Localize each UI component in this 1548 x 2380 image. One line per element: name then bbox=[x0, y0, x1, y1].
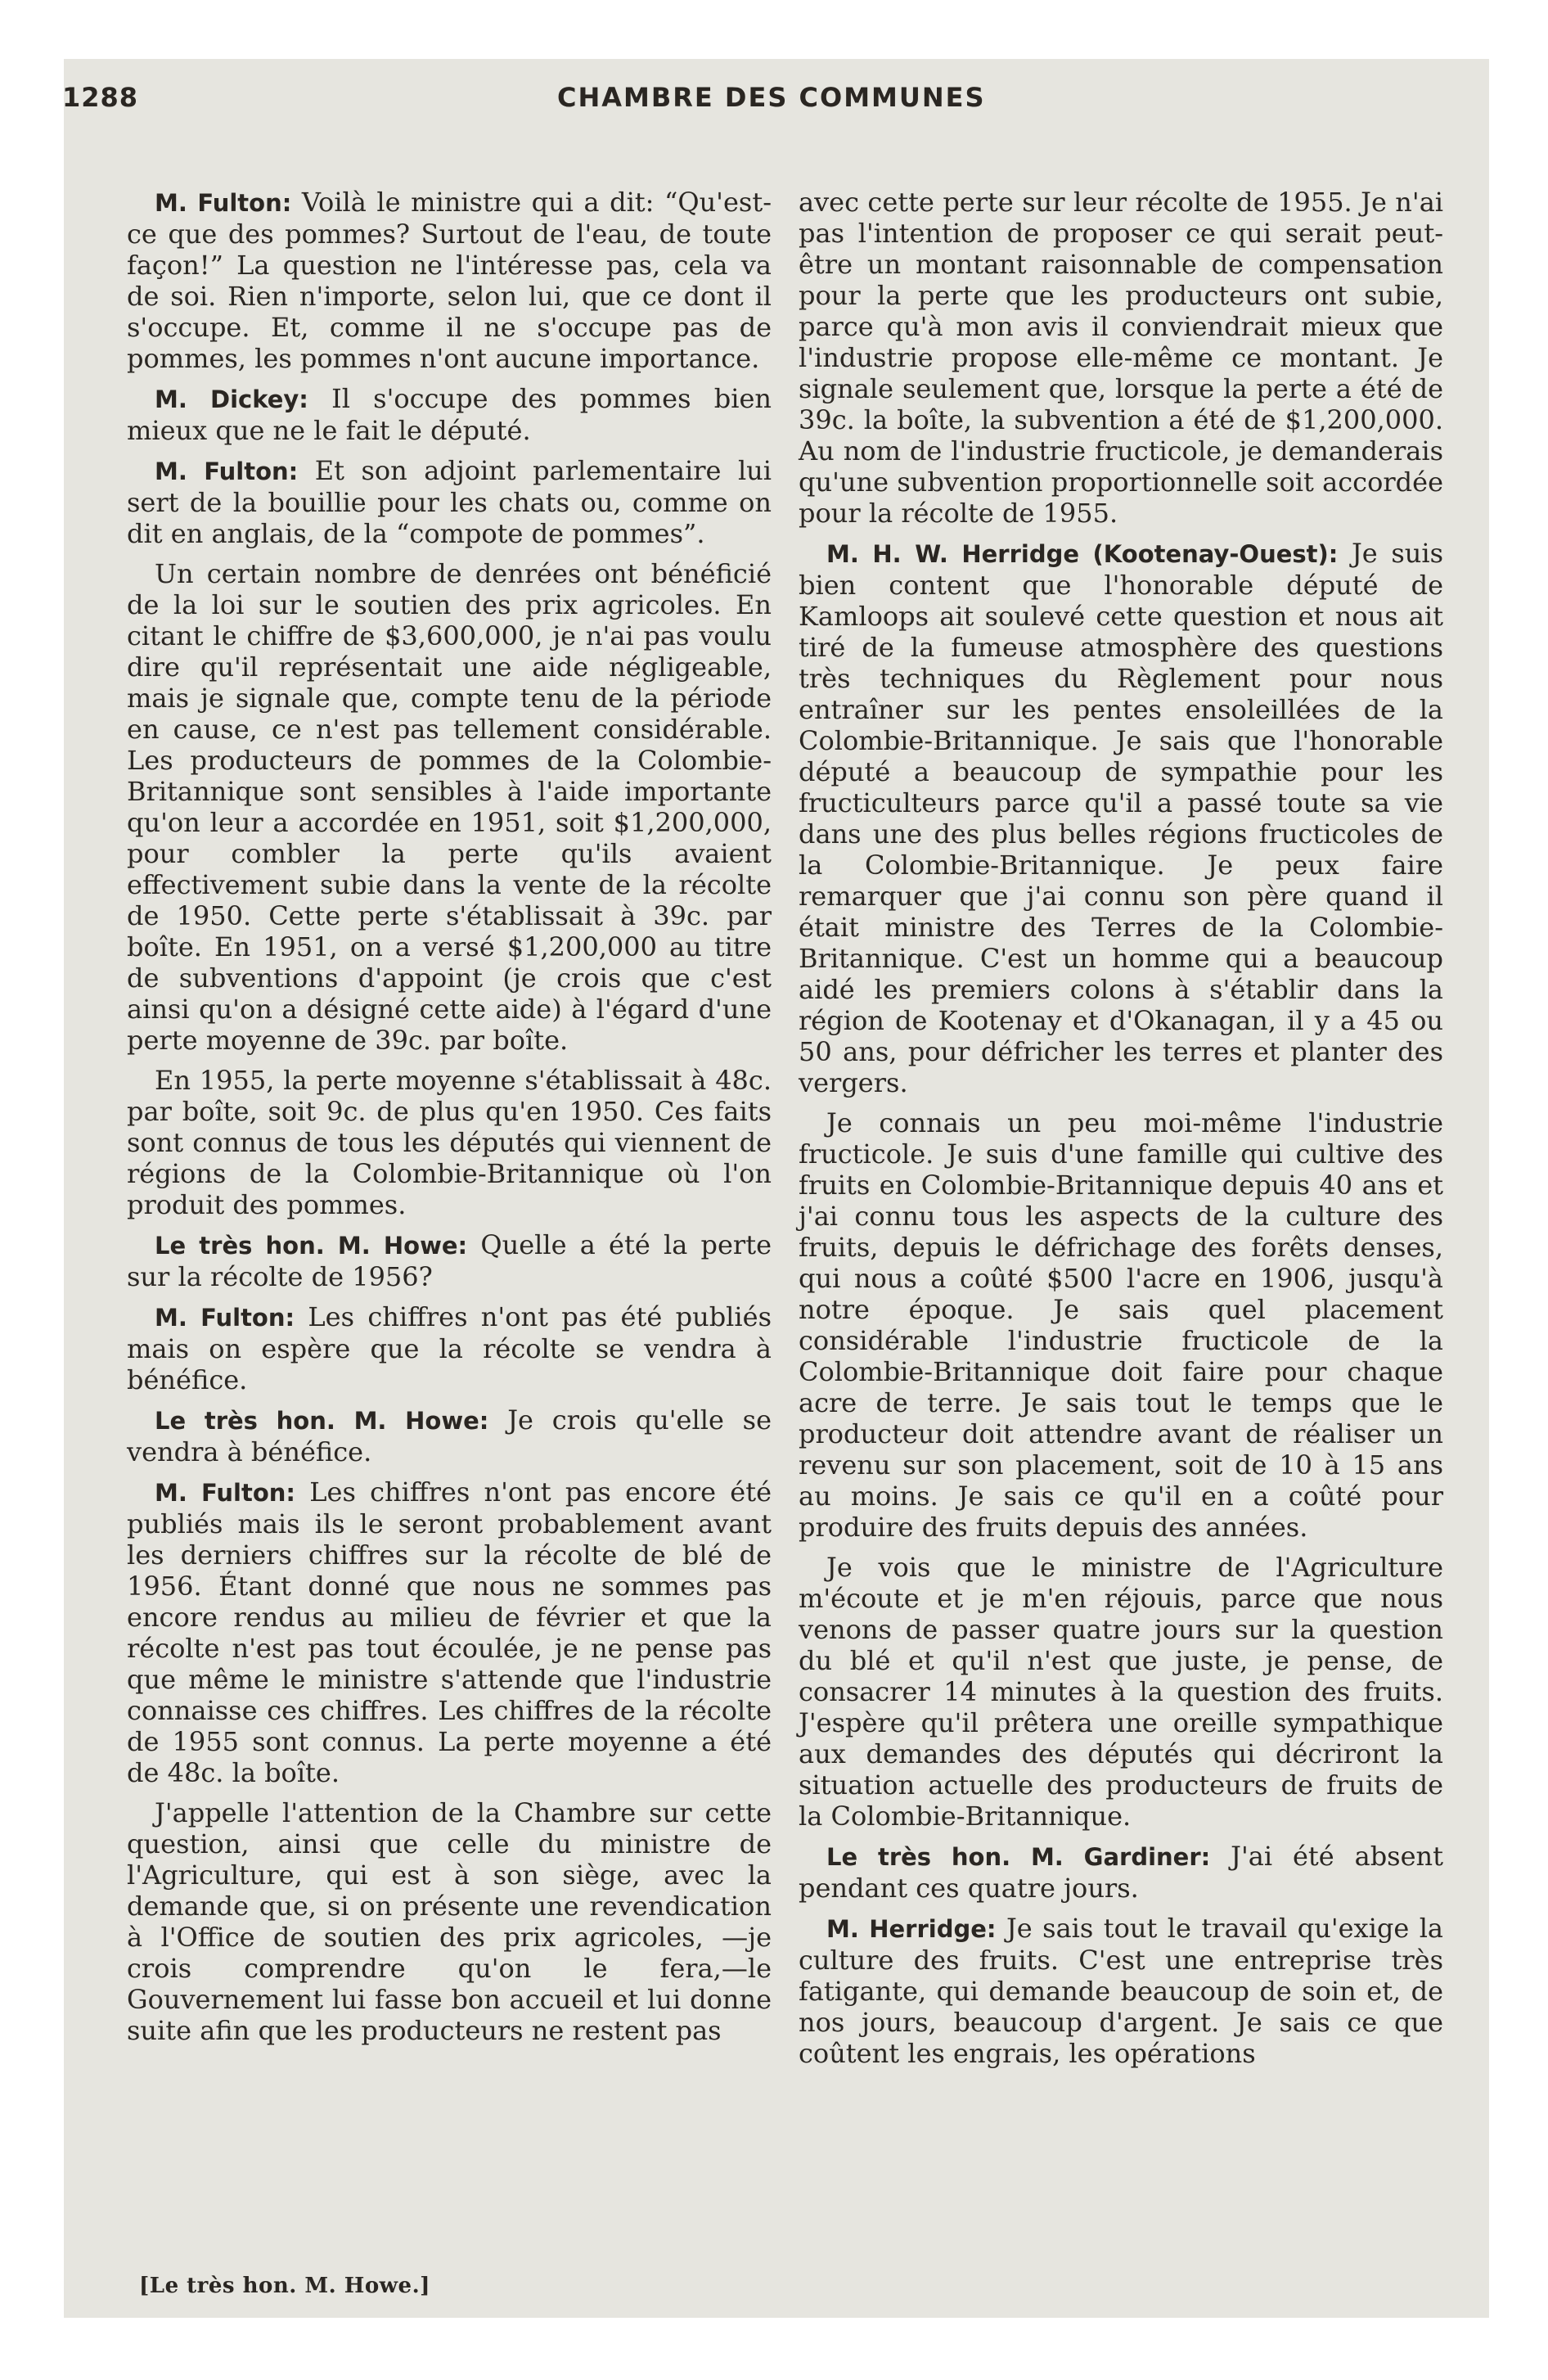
paragraph bbox=[799, 1913, 1443, 2069]
paragraph-text: Je connais un peu moi-même l'industrie fructicole. Je suis d'une famille qui cultive des fruits en Colombie-Britannique depuis 40 ans et j'ai connu tous les aspects de la culture des fruits, depuis le défrichage des forêts denses, qui nous a coûté $500 l'acre en 1906, jusqu'à notre époque. Je sais quel placement considérable l'industrie fructicole de la Colombie-Britannique doit faire pour chaque acre de terre. Je sais tout le temps que le producteur doit attendre avant de réaliser un revenu sur son placement, soit de 10 à 15 ans au moins. Je sais ce qu'il en a coûté pour produire des fruits depuis des années. bbox=[799, 1107, 1443, 1543]
speaker-name: Le très hon. M. Howe: bbox=[155, 1232, 468, 1260]
paragraph-text: avec cette perte sur leur récolte de 1955. Je n'ai pas l'intention de proposer ce qui serait peut-être un montant raisonnable de compensation pour la perte que les producteurs ont subie, parce qu'à mon avis il conviendrait mieux que l'industrie propose elle-même ce montant. Je signale seulement que, lorsque la perte a été de 39c. la boîte, la subvention a été de $1,200,000. Au nom de l'industrie fructicole, je demanderais qu'une subvention proportionnelle soit accordée pour la récolte de 1955. bbox=[799, 187, 1443, 529]
paragraph bbox=[127, 1476, 772, 1788]
speaker-name: Le très hon. M. Howe: bbox=[155, 1407, 489, 1435]
speaker-name: M. Fulton: bbox=[155, 1304, 295, 1332]
paragraph-text: J'appelle l'attention de la Chambre sur cette question, ainsi que celle du ministre de l'Agriculture, qui est à son siège, avec la demande que, si on présente une revendication à l'Office de soutien des prix agricoles, —je crois comprendre qu'on le fera,—le Gouvernement lui fasse bon accueil et lui donne suite afin que les producteurs ne restent pas bbox=[127, 1797, 772, 2046]
paragraph bbox=[127, 383, 772, 446]
paragraph bbox=[799, 1552, 1443, 1832]
speaker-name: M. Fulton: bbox=[155, 1479, 296, 1507]
page-header bbox=[62, 82, 995, 131]
paragraph bbox=[127, 1301, 772, 1395]
left-column bbox=[127, 187, 772, 2055]
speaker-name: M. Herridge: bbox=[826, 1915, 997, 1943]
paragraph-text: Je crois qu'elle se vendra à bénéfice. bbox=[127, 1404, 772, 1467]
paragraph bbox=[127, 558, 772, 1056]
paragraph bbox=[799, 187, 1443, 529]
speaker-name: M. Dickey: bbox=[155, 385, 308, 413]
speaker-name: M. Fulton: bbox=[155, 458, 299, 485]
paragraph-text: Un certain nombre de denrées ont bénéficié de la loi sur le soutien des prix agricoles. En citant le chiffre de $3,600,000, je n'ai pas voulu dire qu'il représentait une aide négligeable, mais je signale que, compte tenu de la période en cause, ce n'est pas tellement considérable. Les producteurs de pommes de la Colombie-Britannique sont sensibles à l'aide importante qu'on leur a accordée en 1951, soit $1,200,000, pour combler la perte qu'ils avaient effectivement subie dans la vente de la récolte de 1950. Cette perte s'établissait à 39c. par boîte. En 1951, on a versé $1,200,000 au titre de subventions d'appoint (je crois que c'est ainsi qu'on a désigné cette aide) à l'égard d'une perte moyenne de 39c. par boîte. bbox=[127, 558, 772, 1056]
paragraph-text: Je sais tout le travail qu'exige la culture des fruits. C'est une entreprise très fatigante, qui demande beaucoup de soin et, de nos jours, beaucoup d'argent. Je sais ce que coûtent les engrais, les opérations bbox=[799, 1913, 1444, 2069]
page-number: 1288 bbox=[62, 82, 139, 113]
paragraph-text: Les chiffres n'ont pas encore été publiés mais ils le seront probablement avant les derniers chiffres sur la récolte de blé de 1956. Étant donné que nous ne sommes pas encore rendus au milieu de février et que la récolte n'est pas tout écoulée, je ne pense pas que même le ministre s'attende que l'industrie connaisse ces chiffres. Les chiffres de la récolte de 1955 sont connus. La perte moyenne a été de 48c. la boîte. bbox=[127, 1476, 772, 1788]
right-column bbox=[799, 187, 1443, 2078]
paragraph-text: En 1955, la perte moyenne s'établissait à 48c. par boîte, soit 9c. de plus qu'en 1950. Ces faits sont connus de tous les députés qui viennent de régions de la Colombie-Britannique où l'on produit des pommes. bbox=[127, 1065, 772, 1220]
paragraph-text: Je suis bien content que l'honorable député de Kamloops ait soulevé cette question et nous ait tiré de la fumeuse atmosphère des questions très techniques du Règlement pour nous entraîner sur les pentes ensoleillées de la Colombie-Britannique. Je sais que l'honorable député a beaucoup de sympathie pour les fructiculteurs parce qu'il a passé toute sa vie dans une des plus belles régions fructicoles de la Colombie-Britannique. Je peux faire remarquer que j'ai connu son père quand il était ministre des Terres de la Colombie-Britannique. C'est un homme qui a beaucoup aidé les premiers colons à s'établir dans la région de Kootenay et d'Okanagan, il y a 45 ou 50 ans, pour défricher les terres et planter des vergers. bbox=[799, 538, 1444, 1098]
paragraph-text: Je vois que le ministre de l'Agriculture m'écoute et je m'en réjouis, parce que nous venons de passer quatre jours sur la question du blé et qu'il n'est que juste, je pense, de consacrer 14 minutes à la question des fruits. J'espère qu'il prêtera une oreille sympathique aux demandes des députés qui décriront la situation actuelle des producteurs de fruits de la Colombie-Britannique. bbox=[799, 1552, 1443, 1832]
paragraph bbox=[127, 187, 772, 374]
running-title: CHAMBRE DES COMMUNES bbox=[557, 82, 986, 113]
speaker-name: M. H. W. Herridge (Kootenay-Ouest): bbox=[826, 540, 1339, 568]
paragraph-text: Les chiffres n'ont pas été publiés mais on espère que la récolte se vendra à bénéfice. bbox=[127, 1301, 772, 1395]
paragraph bbox=[127, 1065, 772, 1220]
paragraph-text: Et son adjoint parlementaire lui sert de la bouillie pour les chats ou, comme on dit en anglais, de la “compote de pommes”. bbox=[127, 455, 772, 549]
paragraph bbox=[127, 1797, 772, 2046]
paragraph bbox=[799, 1107, 1443, 1543]
paragraph bbox=[799, 538, 1443, 1098]
speaker-name: M. Fulton: bbox=[155, 189, 292, 217]
paragraph-text: J'ai été absent pendant ces quatre jours. bbox=[799, 1841, 1444, 1904]
paragraph bbox=[127, 1404, 772, 1467]
paragraph bbox=[127, 455, 772, 549]
paragraph-text: Il s'occupe des pommes bien mieux que ne le fait le député. bbox=[127, 383, 772, 446]
paragraph bbox=[127, 1229, 772, 1292]
speaker-name: Le très hon. M. Gardiner: bbox=[826, 1843, 1211, 1871]
paragraph bbox=[799, 1841, 1443, 1904]
paragraph-text: Voilà le ministre qui a dit: “Qu'est-ce que des pommes? Surtout de l'eau, de toute façon!” La question ne l'intéresse pas, cela va de soi. Rien n'importe, selon lui, que ce dont il s'occupe. Et, comme il ne s'occupe pas de pommes, les pommes n'ont aucune importance. bbox=[127, 187, 772, 374]
paragraph-text: Quelle a été la perte sur la récolte de 1956? bbox=[127, 1229, 772, 1292]
footer-attribution: [Le très hon. M. Howe.] bbox=[139, 2274, 430, 2298]
